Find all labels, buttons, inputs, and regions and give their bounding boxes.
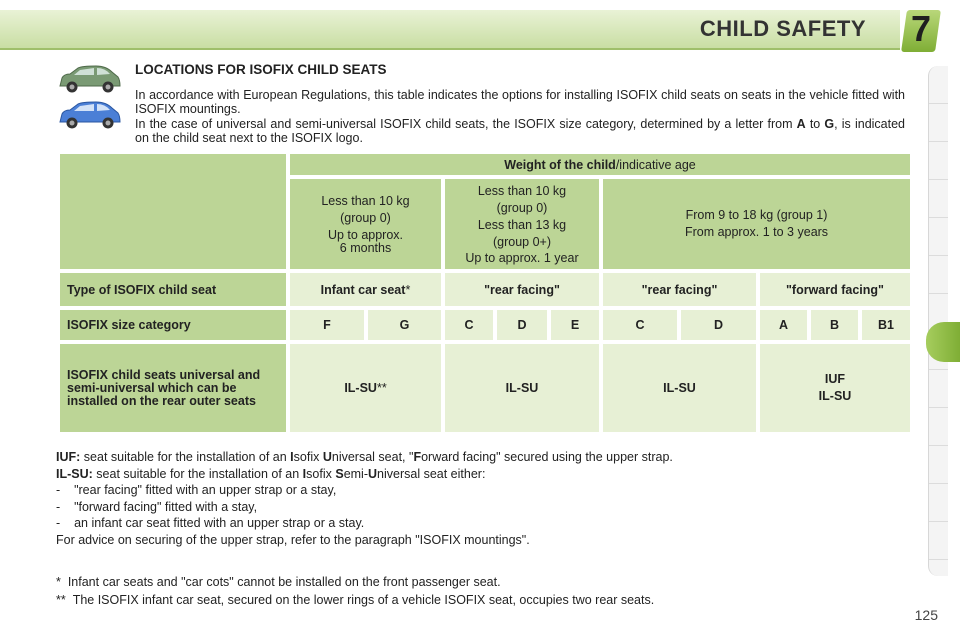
page-title: CHILD SAFETY xyxy=(699,16,866,41)
page-number: 125 xyxy=(914,607,938,623)
definitions xyxy=(56,449,926,548)
footnote-1 xyxy=(56,575,926,589)
group-0-header xyxy=(290,179,441,269)
ilsu-letter: S xyxy=(335,466,344,481)
group-1-age: From approx. 1 to 3 years xyxy=(684,225,829,239)
bullet-item: - "rear facing" fitted with an upper strap or a stay, xyxy=(56,483,337,497)
bullet-text: "rear facing" fitted with an upper strap or a stay, xyxy=(74,483,337,497)
group-0plus-line-2: (group 0) xyxy=(496,200,548,215)
size-cell: B xyxy=(811,310,858,340)
footnote-2 xyxy=(56,593,926,607)
intro2-text-a: In the case of universal and semi-universal ISOFIX child seats, the ISOFIX size category, determined by a letter from xyxy=(135,117,797,131)
iuf-text: sofix xyxy=(293,450,323,464)
group-1-header xyxy=(603,179,910,269)
weight-header-bold: Weight of the child xyxy=(504,157,616,172)
universal-cell-1-text: IL-SU xyxy=(344,381,377,395)
type-cell-rear-1: "rear facing" xyxy=(445,273,599,306)
iuf-letter: F xyxy=(413,450,422,464)
bullet-text: "forward facing" fitted with a stay, xyxy=(74,499,258,514)
size-cell: D xyxy=(681,310,756,340)
iuf-term: IUF: xyxy=(56,450,81,464)
type-row-label: Type of ISOFIX child seat xyxy=(60,273,286,306)
iuf-letter: I xyxy=(290,450,294,464)
section-title: LOCATIONS FOR ISOFIX CHILD SEATS xyxy=(135,62,387,77)
group-0plus-header xyxy=(445,179,599,269)
type-infant-text: Infant car seat xyxy=(320,282,406,297)
advice-text: For advice on securing of the upper strap, refer to the paragraph "ISOFIX mountings". xyxy=(56,532,530,547)
universal-cell-2: IL-SU xyxy=(445,344,599,432)
type-infant-mark: * xyxy=(405,282,411,297)
group-0-age-2: 6 months xyxy=(339,241,392,255)
group-0plus-line-1: Less than 10 kg xyxy=(477,183,567,198)
group-1-line-1: From 9 to 18 kg (group 1) xyxy=(685,208,828,222)
size-row-label: ISOFIX size category xyxy=(60,310,286,340)
iuf-text: niversal seat, " xyxy=(331,450,414,464)
universal-row-label: ISOFIX child seats universal and semi-universal which can be installed on the rear outer seats xyxy=(60,344,286,432)
universal-cell-4-line-1: IUF xyxy=(824,372,846,386)
intro2-text-b: , is indicated on the child seat next to the ISOFIX logo. xyxy=(135,117,906,145)
universal-cell-3: IL-SU xyxy=(603,344,756,432)
active-chapter-tab xyxy=(926,322,960,362)
ilsu-letter: I xyxy=(302,466,307,481)
size-cell: C xyxy=(445,310,493,340)
table-corner-cell xyxy=(60,154,286,269)
size-cell: D xyxy=(497,310,547,340)
size-cell: F xyxy=(290,310,364,340)
weight-header-rest: /indicative age xyxy=(615,157,696,172)
chapter-number: 7 xyxy=(910,8,932,49)
ilsu-definition xyxy=(56,466,926,483)
isofix-table xyxy=(56,150,914,436)
bullet-item: - an infant car seat fitted with an upper strap or a stay. xyxy=(56,516,365,530)
iuf-text: orward facing" secured using the upper strap. xyxy=(421,450,673,464)
ilsu-term: IL-SU: xyxy=(56,466,93,481)
universal-cell-4 xyxy=(760,344,910,432)
type-cell-infant xyxy=(290,273,441,306)
group-0-age-1: Up to approx. xyxy=(327,228,404,242)
letter-g: G xyxy=(824,117,835,131)
group-0-line-2: (group 0) xyxy=(340,211,391,225)
ilsu-text: sofix xyxy=(306,466,336,481)
type-cell-rear-2: "rear facing" xyxy=(603,273,756,306)
iuf-definition xyxy=(56,449,926,466)
footnote-2-text: The ISOFIX infant car seat, secured on the lower rings of a vehicle ISOFIX seat, occupies two rear seats. xyxy=(72,593,655,607)
universal-cell-4-line-2: IL-SU xyxy=(818,389,852,403)
chapter-tabs xyxy=(928,66,948,576)
blue-car-icon xyxy=(56,100,122,130)
group-0plus-line-4: (group 0+) xyxy=(492,234,552,249)
size-cell: C xyxy=(603,310,677,340)
size-cell: G xyxy=(368,310,441,340)
weight-header xyxy=(290,154,910,175)
ilsu-text: niversal seat either: xyxy=(377,466,486,481)
footnote-1-mark: * xyxy=(56,575,61,589)
ilsu-letter: U xyxy=(368,466,378,481)
universal-cell-1-mark: ** xyxy=(376,381,387,395)
ilsu-text: emi- xyxy=(343,466,368,481)
footnote-2-mark: ** xyxy=(56,593,66,607)
size-cell: E xyxy=(551,310,599,340)
universal-cell-1 xyxy=(290,344,441,432)
green-car-icon xyxy=(56,64,122,94)
intro-paragraph-1: In accordance with European Regulations, this table indicates the options for installing ISOFIX child seats on seats in the vehicle fitted with ISOFIX mountings. xyxy=(135,88,905,116)
iuf-letter: U xyxy=(322,450,332,464)
intro-paragraph-2 xyxy=(135,117,905,145)
group-0-line-1: Less than 10 kg xyxy=(321,194,410,208)
type-cell-forward: "forward facing" xyxy=(760,273,910,306)
footnote-1-text: Infant car seats and "car cots" cannot be installed on the front passenger seat. xyxy=(67,575,501,589)
group-0plus-age: Up to approx. 1 year xyxy=(465,250,579,265)
intro2-to: to xyxy=(805,117,825,131)
letter-a: A xyxy=(796,117,806,131)
bullet-item: - "forward facing" fitted with a stay, xyxy=(56,499,258,514)
iuf-text: seat suitable for the installation of an xyxy=(80,450,291,464)
ilsu-text: seat suitable for the installation of an xyxy=(92,466,303,481)
bullet-text: an infant car seat fitted with an upper strap or a stay. xyxy=(74,516,365,530)
size-cell: B1 xyxy=(862,310,910,340)
size-cell: A xyxy=(760,310,807,340)
group-0plus-line-3: Less than 13 kg xyxy=(477,217,567,232)
